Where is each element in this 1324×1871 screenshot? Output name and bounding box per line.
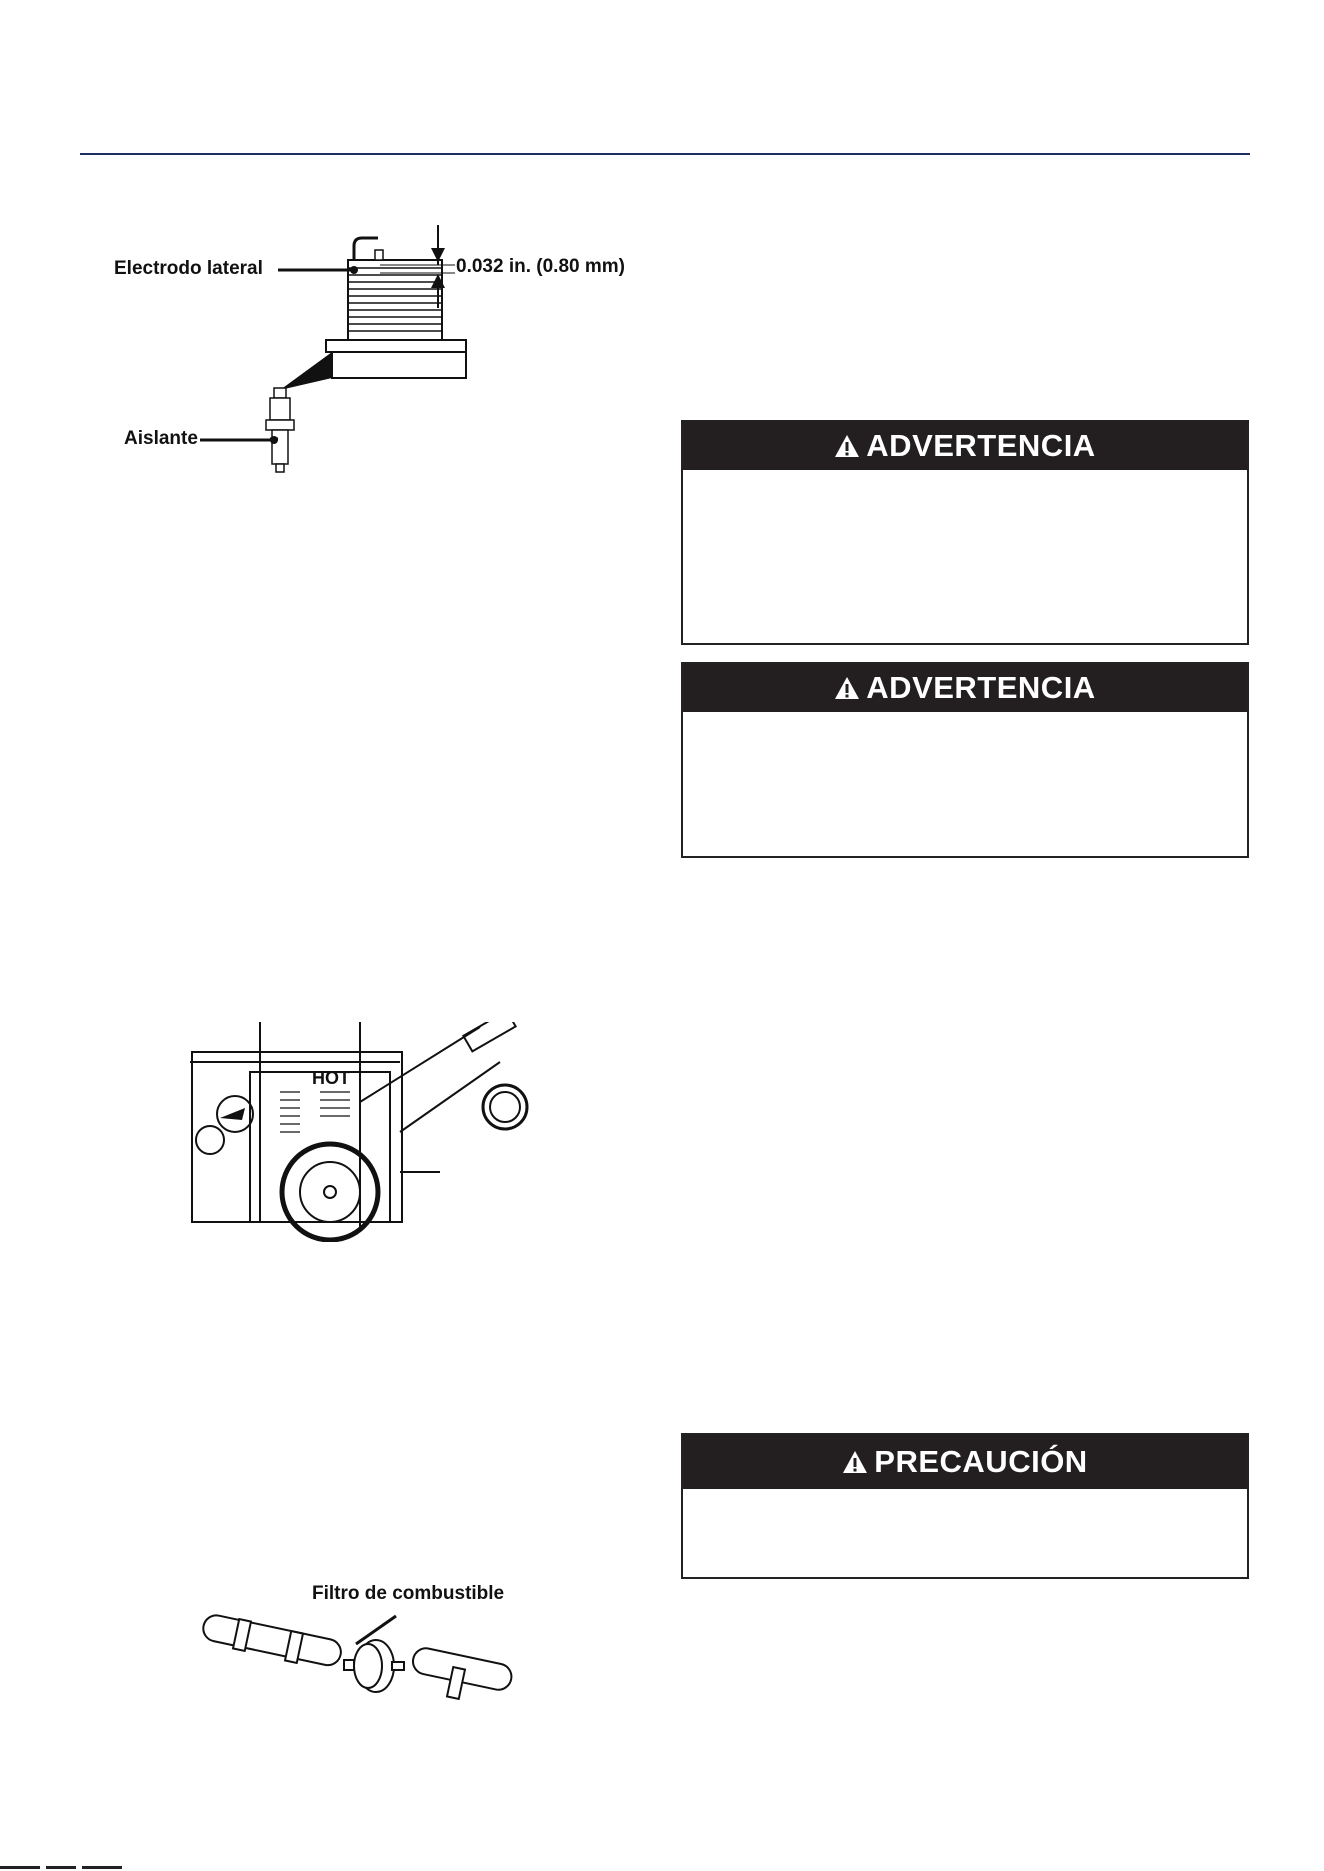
warning-header-1	[683, 422, 1247, 470]
warning-triangle-icon	[834, 675, 860, 701]
side-electrode-label: Electrodo lateral	[114, 258, 263, 279]
warning-title-2: ADVERTENCIA	[866, 670, 1096, 705]
warning-header-2	[683, 664, 1247, 712]
insulator-label: Aislante	[124, 428, 198, 449]
gap-label: 0.032 in. (0.80 mm)	[456, 256, 625, 277]
warning-triangle-icon	[842, 1449, 868, 1475]
warning-box-2	[681, 662, 1249, 858]
insulator-leader	[200, 434, 280, 446]
spark-plug-leaders	[270, 262, 360, 452]
fuel-filter-figure	[196, 1610, 516, 1720]
fuel-filter-label: Filtro de combustible	[312, 1583, 505, 1604]
generator-figure	[190, 1022, 550, 1242]
footer-marks	[0, 1866, 130, 1871]
top-rule	[80, 153, 1250, 155]
caution-header	[683, 1435, 1247, 1489]
caution-title: PRECAUCIÓN	[874, 1444, 1088, 1479]
warning-title-1: ADVERTENCIA	[866, 428, 1096, 463]
warning-triangle-icon	[834, 433, 860, 459]
warning-box-1	[681, 420, 1249, 645]
caution-box	[681, 1433, 1249, 1579]
generator-brand-text: HOT	[312, 1068, 350, 1088]
